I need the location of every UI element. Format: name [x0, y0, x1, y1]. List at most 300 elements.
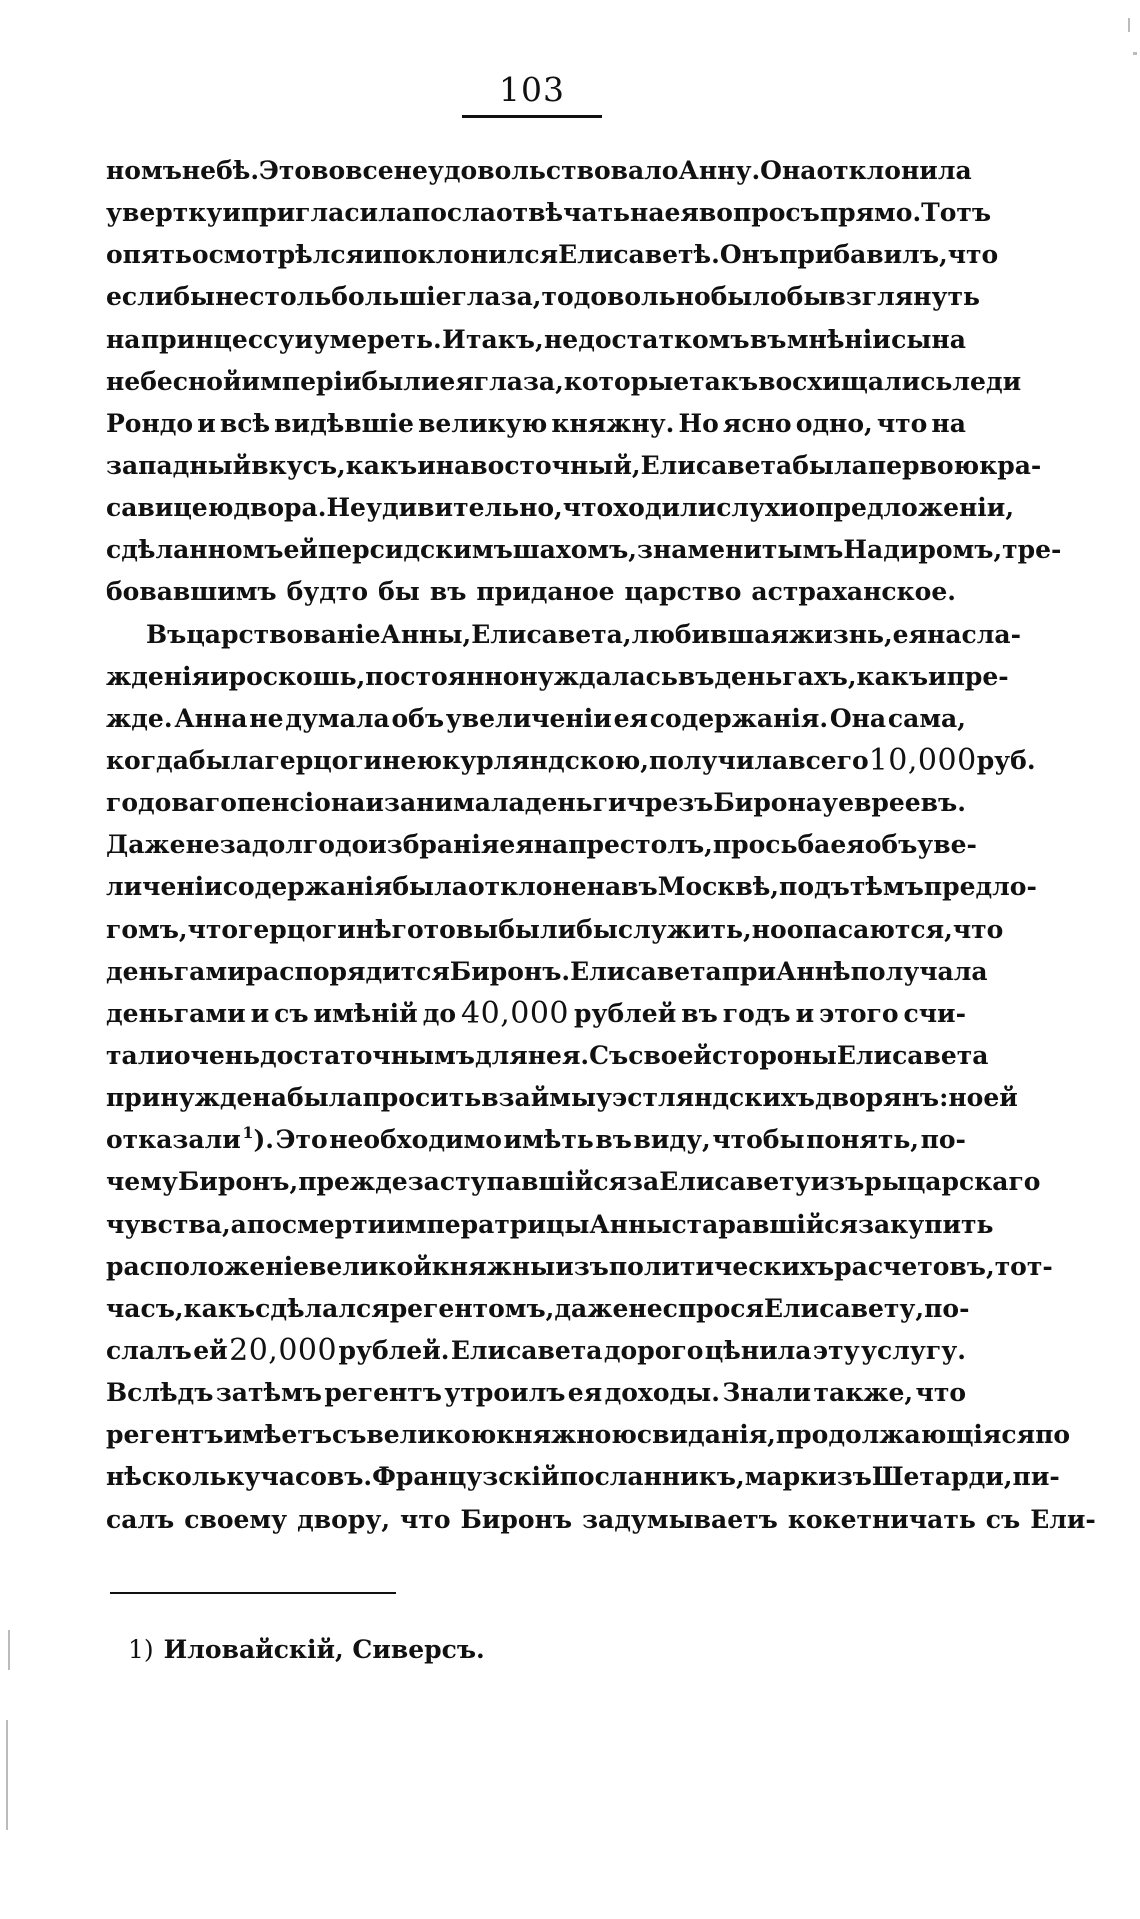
word: глаза,	[473, 366, 564, 396]
word: была	[286, 1083, 363, 1113]
word: Биронъ.	[449, 956, 571, 986]
word: ясно	[722, 408, 792, 438]
word: двору,	[297, 1504, 391, 1534]
word: ей	[193, 1335, 228, 1365]
word: и	[364, 240, 383, 270]
word: содержанія	[222, 872, 393, 902]
text-line	[106, 909, 1004, 951]
word: изъ	[555, 1251, 609, 1281]
word: регентъ	[106, 1420, 224, 1450]
word: слалъ	[106, 1335, 192, 1365]
word: двора.	[233, 493, 327, 523]
word: отвѣчать	[495, 198, 631, 228]
word: до	[422, 998, 457, 1028]
word: чему	[106, 1167, 178, 1197]
word: о	[798, 493, 816, 523]
word: регентомъ,	[389, 1293, 555, 1323]
word: отклонена	[467, 872, 622, 902]
word: и	[222, 198, 241, 228]
word: годъ	[722, 998, 791, 1028]
word: если	[106, 282, 174, 312]
word: кокетничать	[787, 1504, 976, 1534]
word: и	[197, 408, 216, 438]
word: ей	[283, 535, 318, 565]
word: рублей.	[338, 1335, 450, 1365]
word: просить	[362, 1083, 482, 1113]
word: руб.	[976, 745, 1036, 775]
word: заступавшійся	[407, 1167, 628, 1197]
scan-edge-mark	[1128, 18, 1130, 32]
word: спрося	[662, 1293, 764, 1323]
word: княжну.	[551, 408, 675, 438]
word: Анну.	[678, 156, 761, 185]
word: астраханское.	[751, 577, 956, 607]
text-line	[106, 698, 966, 740]
word: закупить	[858, 1209, 994, 1239]
word: мнѣніи	[786, 324, 891, 354]
word: были	[498, 914, 577, 944]
text-line	[106, 614, 1021, 656]
footnote-text: Иловайскій, Сиверсъ.	[163, 1635, 485, 1664]
word: подъ	[779, 872, 850, 902]
word: у	[596, 1083, 613, 1113]
word: и	[250, 998, 270, 1028]
word: Елисавета	[570, 956, 722, 986]
word: всѣ	[219, 408, 271, 438]
word: была	[392, 872, 468, 902]
word: ея	[830, 830, 865, 860]
word: за	[627, 1167, 660, 1197]
word: объ	[864, 830, 918, 860]
word: годоваго	[106, 788, 237, 818]
word: и	[928, 661, 947, 691]
word: деньгами	[106, 956, 246, 986]
word: часъ,	[106, 1293, 184, 1323]
word: съ	[332, 1420, 367, 1450]
word: виду,	[633, 1125, 711, 1155]
text-line	[106, 571, 966, 613]
word: 10,000	[868, 742, 977, 778]
word: взглянуть	[828, 282, 980, 312]
word: задумываетъ	[582, 1504, 778, 1534]
word: расположеніе	[106, 1251, 310, 1281]
footnote-mark: 1)	[128, 1635, 154, 1664]
word: $^1$).	[242, 1123, 274, 1155]
text-line	[106, 866, 1037, 908]
word: свиданія,	[636, 1420, 776, 1450]
word: 40,000	[461, 995, 570, 1031]
word: при	[721, 956, 777, 986]
word: деньгахъ,	[714, 661, 857, 691]
scan-edge-mark	[1133, 52, 1137, 55]
word: герцогинею	[264, 745, 443, 775]
word: сына	[891, 324, 966, 354]
word: продолжающіяся	[775, 1420, 1036, 1450]
word: княжны	[431, 1251, 556, 1281]
word: не	[628, 1293, 663, 1323]
word: шахомъ,	[512, 535, 637, 565]
word: Елисавета,	[471, 619, 632, 649]
word: достаточнымъ	[260, 1040, 475, 1070]
word: Вслѣдъ	[106, 1378, 214, 1408]
word: Ели-	[1030, 1504, 1096, 1534]
word: большіе	[331, 282, 452, 312]
word: затѣмъ	[215, 1378, 322, 1408]
word: такъ	[689, 366, 759, 396]
word: видѣвшіе	[274, 408, 414, 438]
word: И	[442, 324, 466, 354]
word: нея.	[527, 1040, 590, 1070]
text-line	[106, 824, 977, 866]
word: на	[435, 450, 471, 480]
word: роскошь,	[228, 661, 366, 691]
word: Анны,	[380, 619, 472, 649]
word: герцогинѣ	[238, 914, 392, 944]
word: имперіи	[241, 366, 362, 396]
word: у	[822, 788, 839, 818]
word: опасаются,	[786, 914, 953, 944]
word: великой	[309, 1251, 432, 1281]
text-line	[106, 1035, 989, 1077]
word: сдѣлался	[255, 1293, 390, 1323]
word: въ	[621, 872, 658, 902]
word: цѣнила	[704, 1335, 812, 1365]
word: не	[249, 703, 284, 733]
word: Москвѣ,	[657, 872, 780, 902]
word: предложеніи,	[815, 493, 1015, 523]
word: что	[876, 408, 928, 438]
word: столь	[249, 282, 332, 312]
word: ея	[567, 1378, 603, 1408]
word: то	[541, 282, 574, 312]
word: Французскій	[372, 1462, 560, 1492]
word: эстляндскихъ	[612, 1083, 815, 1113]
word: незадолго	[185, 830, 335, 860]
word: и	[294, 324, 314, 354]
word: Елисавету,	[764, 1293, 925, 1323]
scan-edge-mark	[8, 1630, 10, 1670]
word: великую	[418, 408, 548, 438]
word: по-	[920, 1125, 966, 1155]
word: тали	[106, 1040, 174, 1070]
word: 20,000	[229, 1332, 338, 1368]
word: на	[931, 408, 966, 438]
word: содержанія.	[649, 703, 829, 733]
word: Аннѣ	[776, 956, 851, 986]
text-line	[106, 1204, 994, 1246]
text-line	[106, 1456, 1060, 1498]
word: что	[947, 240, 999, 270]
word: княжною	[496, 1420, 637, 1450]
word: сама,	[887, 703, 966, 733]
word: для	[474, 1040, 528, 1070]
footnote	[128, 1632, 485, 1668]
word: Это	[259, 156, 312, 185]
word: Анны	[589, 1209, 672, 1239]
word: савицею	[106, 493, 234, 523]
word: изъ	[810, 1167, 865, 1197]
word: распорядится	[245, 956, 450, 986]
word: жденія	[106, 661, 211, 691]
word: Елисавету	[659, 1167, 811, 1197]
text-line	[106, 1499, 1096, 1541]
word: этого	[819, 998, 899, 1028]
word: принуждена	[106, 1083, 287, 1113]
text-line	[106, 1330, 966, 1372]
word: Онъ	[719, 240, 780, 270]
word: отказали	[106, 1125, 241, 1155]
word: тот-	[994, 1251, 1053, 1281]
word: взаймы	[481, 1083, 597, 1113]
word: восточный,	[470, 450, 641, 480]
word: царство	[624, 577, 742, 607]
word: будто	[286, 577, 369, 607]
word: политическихъ	[608, 1251, 835, 1281]
word: увертку	[106, 198, 223, 228]
text-line	[106, 656, 1009, 698]
word: что	[562, 493, 614, 523]
word: объ	[391, 703, 444, 733]
word: Но	[678, 408, 719, 438]
word: имѣть	[503, 1125, 594, 1155]
word: рублей	[574, 998, 677, 1028]
word: расчетовъ,	[834, 1251, 995, 1281]
word: слухи	[716, 493, 799, 523]
word: услугу.	[861, 1335, 966, 1365]
text-line	[106, 1077, 1018, 1119]
word: сдѣланномъ	[106, 535, 284, 565]
word: чрезъ	[626, 788, 714, 818]
word: пенсіона	[236, 788, 366, 818]
word: своему	[184, 1504, 288, 1534]
word: какъ	[856, 661, 929, 691]
word: чтобы	[712, 1125, 805, 1155]
word: стороны	[711, 1040, 837, 1070]
text-line	[106, 192, 992, 234]
text-line	[106, 1161, 1041, 1203]
word: были	[361, 366, 440, 396]
text-line	[106, 993, 966, 1035]
word: жде.	[106, 703, 173, 733]
word: личеніи	[106, 872, 223, 902]
word: что	[187, 914, 239, 944]
word: западный	[106, 450, 252, 480]
word: въ	[677, 661, 715, 691]
word: когда	[106, 745, 189, 775]
text-line	[106, 740, 1036, 782]
word: уве-	[917, 830, 977, 860]
word: Шетарди,	[871, 1462, 1013, 1492]
text-line	[106, 1246, 1053, 1288]
text-line	[106, 1288, 970, 1330]
word: знаменитымъ	[637, 535, 844, 565]
word: посланникъ,	[559, 1462, 745, 1492]
word: по	[1035, 1420, 1071, 1450]
word: ея	[439, 366, 474, 396]
word: Елисавета	[836, 1040, 989, 1070]
word: Знали	[722, 1378, 812, 1408]
word: имѣетъ	[223, 1420, 332, 1450]
word: глаза,	[451, 282, 542, 312]
word: которые	[563, 366, 690, 396]
word: Елисаветѣ.	[558, 240, 720, 270]
word: вовсе	[311, 156, 394, 185]
word: въ	[749, 324, 787, 354]
word: деньги	[524, 788, 627, 818]
word: Даже	[106, 830, 186, 860]
word: Неудивительно,	[326, 493, 563, 523]
word: бы	[173, 282, 216, 312]
word: имѣній	[313, 998, 418, 1028]
word: пи-	[1012, 1462, 1060, 1492]
word: ей	[983, 1083, 1018, 1113]
text-line	[106, 487, 1015, 529]
text-line	[106, 529, 1062, 571]
word: маркизъ	[744, 1462, 872, 1492]
word: часовъ.	[260, 1462, 373, 1492]
word: регентъ	[324, 1378, 442, 1408]
word: думала	[285, 703, 390, 733]
word: евреевъ.	[838, 788, 966, 818]
word: а	[230, 1209, 247, 1239]
word: очень	[173, 1040, 261, 1070]
word: занимала	[384, 788, 525, 818]
word: по-	[924, 1293, 970, 1323]
word: пре-	[946, 661, 1009, 691]
word: въ	[681, 998, 718, 1028]
word: и	[365, 788, 384, 818]
word: Анна	[174, 703, 248, 733]
word: своей	[628, 1040, 712, 1070]
word: получила	[648, 745, 789, 775]
word: готовы	[391, 914, 499, 944]
word: вкусъ,	[251, 450, 346, 480]
word: престолъ,	[568, 830, 713, 860]
word: номъ	[106, 156, 182, 185]
word: но	[948, 1083, 984, 1113]
word: и	[417, 450, 436, 480]
word: просьба	[712, 830, 831, 860]
word: прибавилъ,	[779, 240, 948, 270]
text-line	[106, 1372, 966, 1414]
text-line	[106, 445, 1042, 487]
word: кра-	[979, 450, 1042, 480]
text-line	[106, 319, 966, 361]
word: императрицы	[386, 1209, 590, 1239]
word: но	[751, 914, 787, 944]
body-text	[106, 150, 1096, 1541]
word: первою	[867, 450, 980, 480]
word: съ	[985, 1504, 1021, 1534]
word: осмотрѣлся	[191, 240, 365, 270]
scan-edge-mark	[6, 1720, 8, 1830]
word: Бирона	[713, 788, 822, 818]
footnote-rule	[110, 1592, 396, 1594]
word: и	[795, 998, 815, 1028]
word: Съ	[589, 1040, 629, 1070]
word: увеличеніи	[445, 703, 612, 733]
word: тре-	[1002, 535, 1062, 565]
word: что	[915, 1378, 966, 1408]
word: Рондо	[106, 408, 194, 438]
word: великою	[366, 1420, 497, 1450]
word: Въ	[146, 619, 187, 649]
word: умереть.	[313, 324, 442, 354]
word: посла	[411, 198, 496, 228]
word: опять	[106, 240, 192, 270]
word: старавшійся	[671, 1209, 858, 1239]
word: Биронъ,	[177, 1167, 299, 1197]
word: бы	[786, 282, 829, 312]
text-line	[106, 150, 972, 192]
word: смерти	[281, 1209, 387, 1239]
word: предло-	[923, 872, 1037, 902]
word: персидскимъ	[317, 535, 513, 565]
word: на	[106, 324, 141, 354]
word: поклонился	[382, 240, 559, 270]
word: получала	[850, 956, 988, 986]
word: прямо.	[819, 198, 922, 228]
word: Елисавета	[640, 450, 793, 480]
word: бы	[576, 914, 618, 944]
word: дорого	[603, 1335, 704, 1365]
word: ея	[664, 198, 699, 228]
word: бовавшимъ	[106, 577, 277, 607]
word: Биронъ	[460, 1504, 573, 1534]
word: служить,	[617, 914, 752, 944]
word: гомъ,	[106, 914, 188, 944]
word: до	[334, 830, 369, 860]
word: салъ	[106, 1504, 175, 1534]
word: ходили	[613, 493, 717, 523]
word: ея	[613, 703, 648, 733]
word: принцессу	[140, 324, 295, 354]
word: была	[792, 450, 868, 480]
footnote-reference: 1	[242, 1123, 254, 1143]
word: необходимо	[329, 1125, 502, 1155]
word: на	[533, 830, 569, 860]
word: даже	[554, 1293, 629, 1323]
word: въ	[429, 577, 467, 607]
word: леди	[952, 366, 1022, 396]
word: какъ	[345, 450, 418, 480]
word: Надиромъ,	[843, 535, 1003, 565]
word: деньгами	[106, 998, 246, 1028]
word: рыцарскаго	[864, 1167, 1041, 1197]
text-line	[106, 1414, 1071, 1456]
word: утроилъ	[444, 1378, 566, 1408]
word: пригласила	[240, 198, 412, 228]
word: доходы.	[604, 1378, 720, 1408]
word: Елисавета	[450, 1335, 603, 1365]
word: прежде	[298, 1167, 408, 1197]
word: недостаткомъ	[544, 324, 750, 354]
word: удовольствовало	[427, 156, 679, 185]
word: нуждалась	[519, 661, 678, 691]
word: небесной	[106, 366, 242, 396]
word: такъ,	[466, 324, 544, 354]
word: жизнь,	[788, 619, 893, 649]
header-rule	[462, 115, 602, 118]
word: на	[630, 198, 665, 228]
word: счи-	[903, 998, 966, 1028]
word: приданое	[476, 577, 615, 607]
word: съ	[274, 998, 309, 1028]
word: Она	[760, 156, 817, 185]
word: не	[215, 282, 250, 312]
text-line	[106, 234, 999, 276]
page-number: 103	[499, 70, 565, 109]
